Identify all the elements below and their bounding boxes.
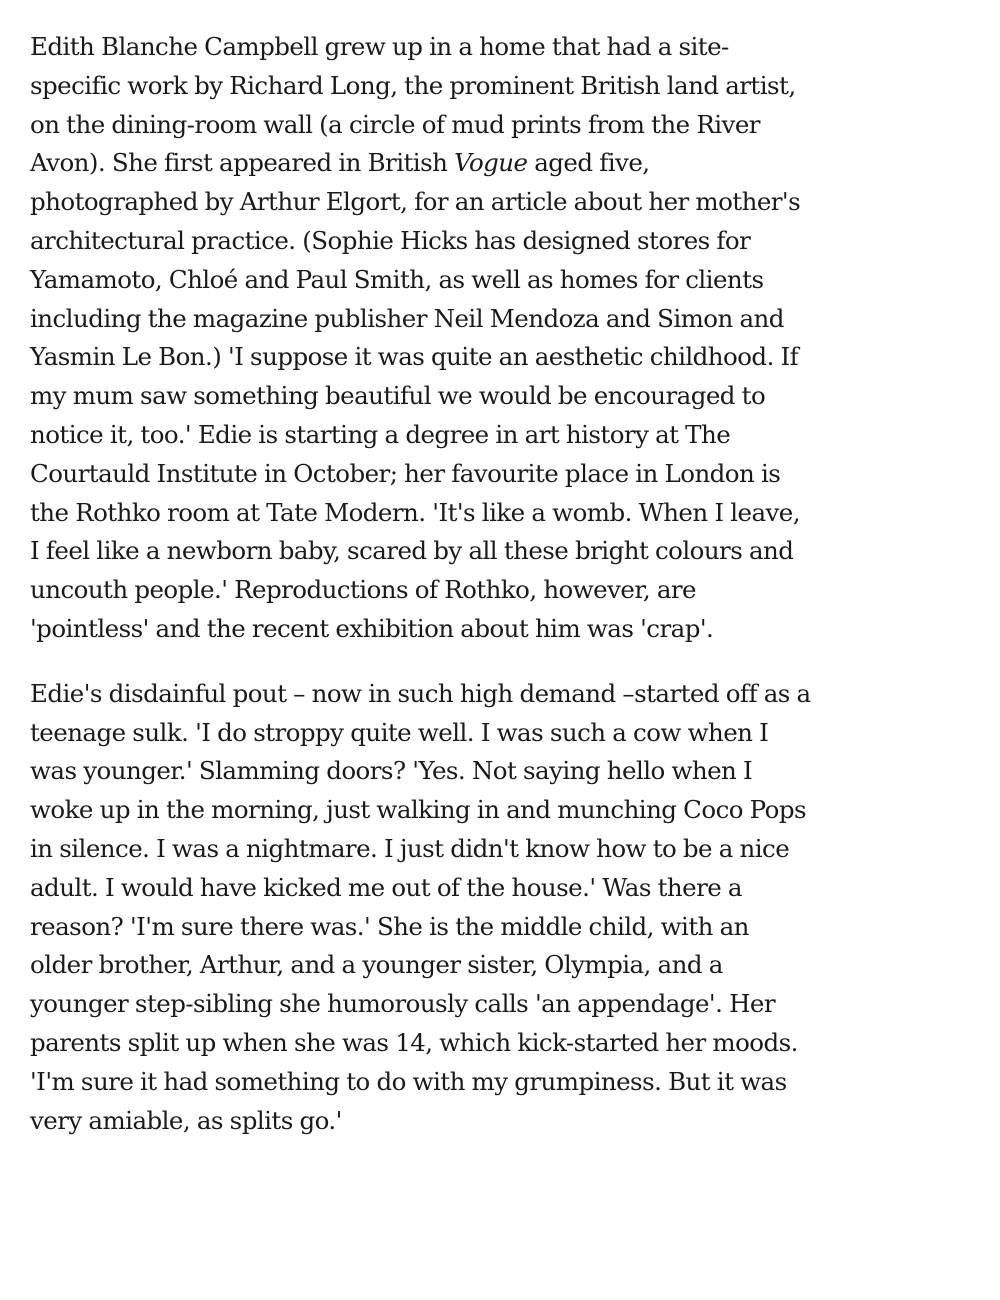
paragraph-1-text-b: aged five, photographed by Arthur Elgort, for an article about her mother's architectural practice. (Sophie Hicks has designed stores for Yamamoto, Chloé and Paul Smith, as well as homes for clients including the magazine publisher Neil Mendoza and Simon and Yasmin Le Bon.) 'I suppose it was quite an aesthetic childhood. If my mum saw something beautiful we would be encouraged to notice it, too.' Edie is starting a degree in art history at The Courtauld Institute in October; her favourite place in London is the Rothko room at Tate Modern. 'It's like a womb. When I leave, I feel like a newborn baby, scared by all these bright colours and uncouth people.' Reproductions of Rothko, however, are 'pointless' and the recent exhibition about him was 'crap'. <box>30 148 801 643</box>
article-body <box>30 28 815 1140</box>
paragraph-1-text-a: Edith Blanche Campbell grew up in a home that had a site-specific work by Richard Long, the prominent British land artist, on the dining-room wall (a circle of mud prints from the River Avon). She first appeared in British <box>30 32 796 178</box>
paragraph-2-text: Edie's disdainful pout – now in such high demand –started off as a teenage sulk. 'I do stroppy quite well. I was such a cow when I was younger.' Slamming doors? 'Yes. Not saying hello when I woke up in the morning, just walking in and munching Coco Pops in silence. I was a nightmare. I just didn't know how to be a nice adult. I would have kicked me out of the house.' Was there a reason? 'I'm sure there was.' She is the middle child, with an older brother, Arthur, and a younger sister, Olympia, and a younger step-sibling she humorously calls 'an appendage'. Her parents split up when she was 14, which kick-started her moods. 'I'm sure it had something to do with my grumpiness. But it was very amiable, as splits go.' <box>30 678 811 1135</box>
magazine-title-vogue: Vogue <box>454 148 528 178</box>
paragraph-2 <box>30 675 815 1141</box>
paragraph-1 <box>30 28 815 649</box>
